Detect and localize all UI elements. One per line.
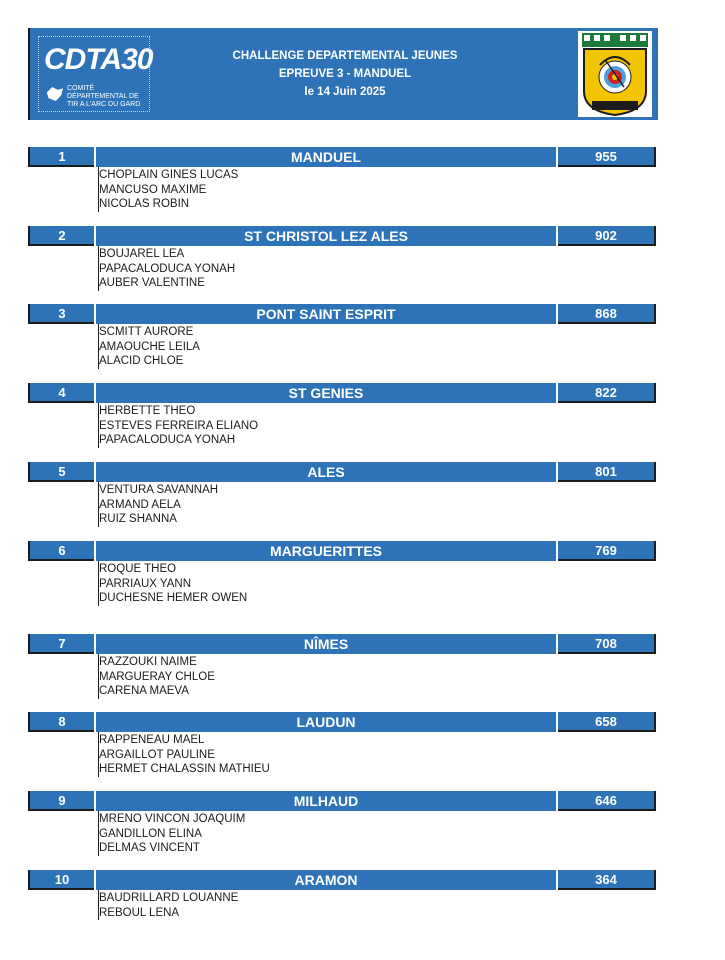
member-name: RAZZOUKI NAIME	[99, 656, 197, 668]
member-name: MRENO VINCON JOAQUIM	[99, 813, 246, 825]
event-date: le 14 Juin 2025	[304, 86, 386, 98]
cdta30-logo-text: CDTA30	[44, 43, 153, 76]
member-name: SCMITT AURORE	[99, 326, 194, 338]
team-club: ST CHRISTOL LEZ ALES	[96, 226, 556, 246]
team-row	[28, 226, 656, 291]
team-club: NÎMES	[96, 634, 556, 654]
team-score: 822	[558, 383, 656, 403]
team-club: ST GENIES	[96, 383, 556, 403]
team-score: 769	[558, 541, 656, 561]
member-name: HERBETTE THEO	[99, 405, 196, 417]
team-members	[98, 482, 656, 527]
member-name: ARMAND AELA	[99, 498, 181, 511]
member-name: GANDILLON ELINA	[99, 827, 202, 840]
member-name: REBOUL LENA	[99, 906, 180, 919]
member-name: RAPPENEAU MAEL	[99, 734, 205, 746]
team-score: 902	[558, 226, 656, 246]
team-bar	[28, 304, 656, 324]
arc-club-crest-icon	[578, 31, 652, 117]
member-name: DELMAS VINCENT	[99, 842, 200, 854]
team-row	[28, 383, 656, 448]
team-score: 658	[558, 712, 656, 732]
team-score: 801	[558, 462, 656, 482]
member-name: ESTEVES FERREIRA ELIANO	[99, 419, 259, 432]
team-club: LAUDUN	[96, 712, 556, 732]
event-title-line1: CHALLENGE DEPARTEMENTAL JEUNES	[232, 50, 458, 62]
team-score: 955	[558, 147, 656, 167]
team-row	[28, 712, 656, 777]
team-bar	[28, 462, 656, 482]
cdta30-logo	[38, 36, 153, 112]
team-club: ARAMON	[96, 870, 556, 890]
member-name: NICOLAS ROBIN	[99, 198, 190, 210]
team-rank: 8	[28, 712, 94, 732]
gard-map-icon	[45, 87, 63, 101]
team-row	[28, 304, 656, 369]
team-bar	[28, 226, 656, 246]
team-members	[98, 403, 656, 448]
member-name: PAPACALODUCA YONAH	[99, 434, 236, 446]
team-row	[28, 462, 656, 527]
team-bar	[28, 634, 656, 654]
member-name: BOUJAREL LEA	[99, 248, 185, 260]
team-club: MARGUERITTES	[96, 541, 556, 561]
member-name: VENTURA SAVANNAH	[99, 484, 219, 496]
team-members	[98, 811, 656, 856]
team-members	[98, 246, 656, 291]
team-row	[28, 541, 656, 606]
member-name: CARENA MAEVA	[99, 685, 189, 697]
team-score: 868	[558, 304, 656, 324]
team-row	[28, 791, 656, 856]
team-club: PONT SAINT ESPRIT	[96, 304, 556, 324]
member-name: AMAOUCHE LEILA	[99, 340, 200, 353]
member-name: PARRIAUX YANN	[99, 577, 192, 590]
member-name: CHOPLAIN GINES LUCAS	[99, 169, 239, 181]
event-title-line2: EPREUVE 3 - MANDUEL	[278, 68, 412, 80]
team-row	[28, 634, 656, 699]
team-rank: 7	[28, 634, 94, 654]
member-name: ROQUE THEO	[99, 563, 177, 575]
team-members	[98, 732, 656, 777]
team-rank: 2	[28, 226, 94, 246]
team-members	[98, 167, 656, 212]
event-title	[170, 47, 520, 101]
team-rank: 9	[28, 791, 94, 811]
cdta30-logo-subtitle: COMITÉ DÉPARTEMENTAL DE TIR A L'ARC DU GARD	[67, 85, 141, 108]
team-rank: 5	[28, 462, 94, 482]
member-name: PAPACALODUCA YONAH	[99, 262, 236, 275]
team-row	[28, 870, 656, 920]
member-name: MARGUERAY CHLOE	[99, 670, 215, 683]
team-rank: 4	[28, 383, 94, 403]
team-bar	[28, 712, 656, 732]
team-score: 646	[558, 791, 656, 811]
header-banner	[28, 28, 658, 120]
member-name: BAUDRILLARD LOUANNE	[99, 892, 239, 904]
team-members	[98, 561, 656, 606]
member-name: ARGAILLOT PAULINE	[99, 748, 215, 761]
team-score: 364	[558, 870, 656, 890]
team-members	[98, 890, 656, 920]
team-rank: 6	[28, 541, 94, 561]
member-name: AUBER VALENTINE	[99, 277, 205, 289]
member-name: MANCUSO MAXIME	[99, 183, 207, 196]
member-name: DUCHESNE HEMER OWEN	[99, 592, 248, 604]
team-members	[98, 654, 656, 699]
team-bar	[28, 791, 656, 811]
member-name: HERMET CHALASSIN MATHIEU	[99, 763, 270, 775]
team-bar	[28, 147, 656, 167]
team-score: 708	[558, 634, 656, 654]
team-bar	[28, 383, 656, 403]
team-members	[98, 324, 656, 369]
team-row	[28, 147, 656, 212]
team-rank: 1	[28, 147, 94, 167]
member-name: ALACID CHLOE	[99, 355, 184, 367]
team-rank: 3	[28, 304, 94, 324]
team-club: MANDUEL	[96, 147, 556, 167]
team-club: MILHAUD	[96, 791, 556, 811]
team-bar	[28, 870, 656, 890]
team-rank: 10	[28, 870, 94, 890]
team-bar	[28, 541, 656, 561]
arc-club-manduel-logo	[578, 31, 652, 117]
member-name: RUIZ SHANNA	[99, 513, 177, 525]
team-club: ALES	[96, 462, 556, 482]
